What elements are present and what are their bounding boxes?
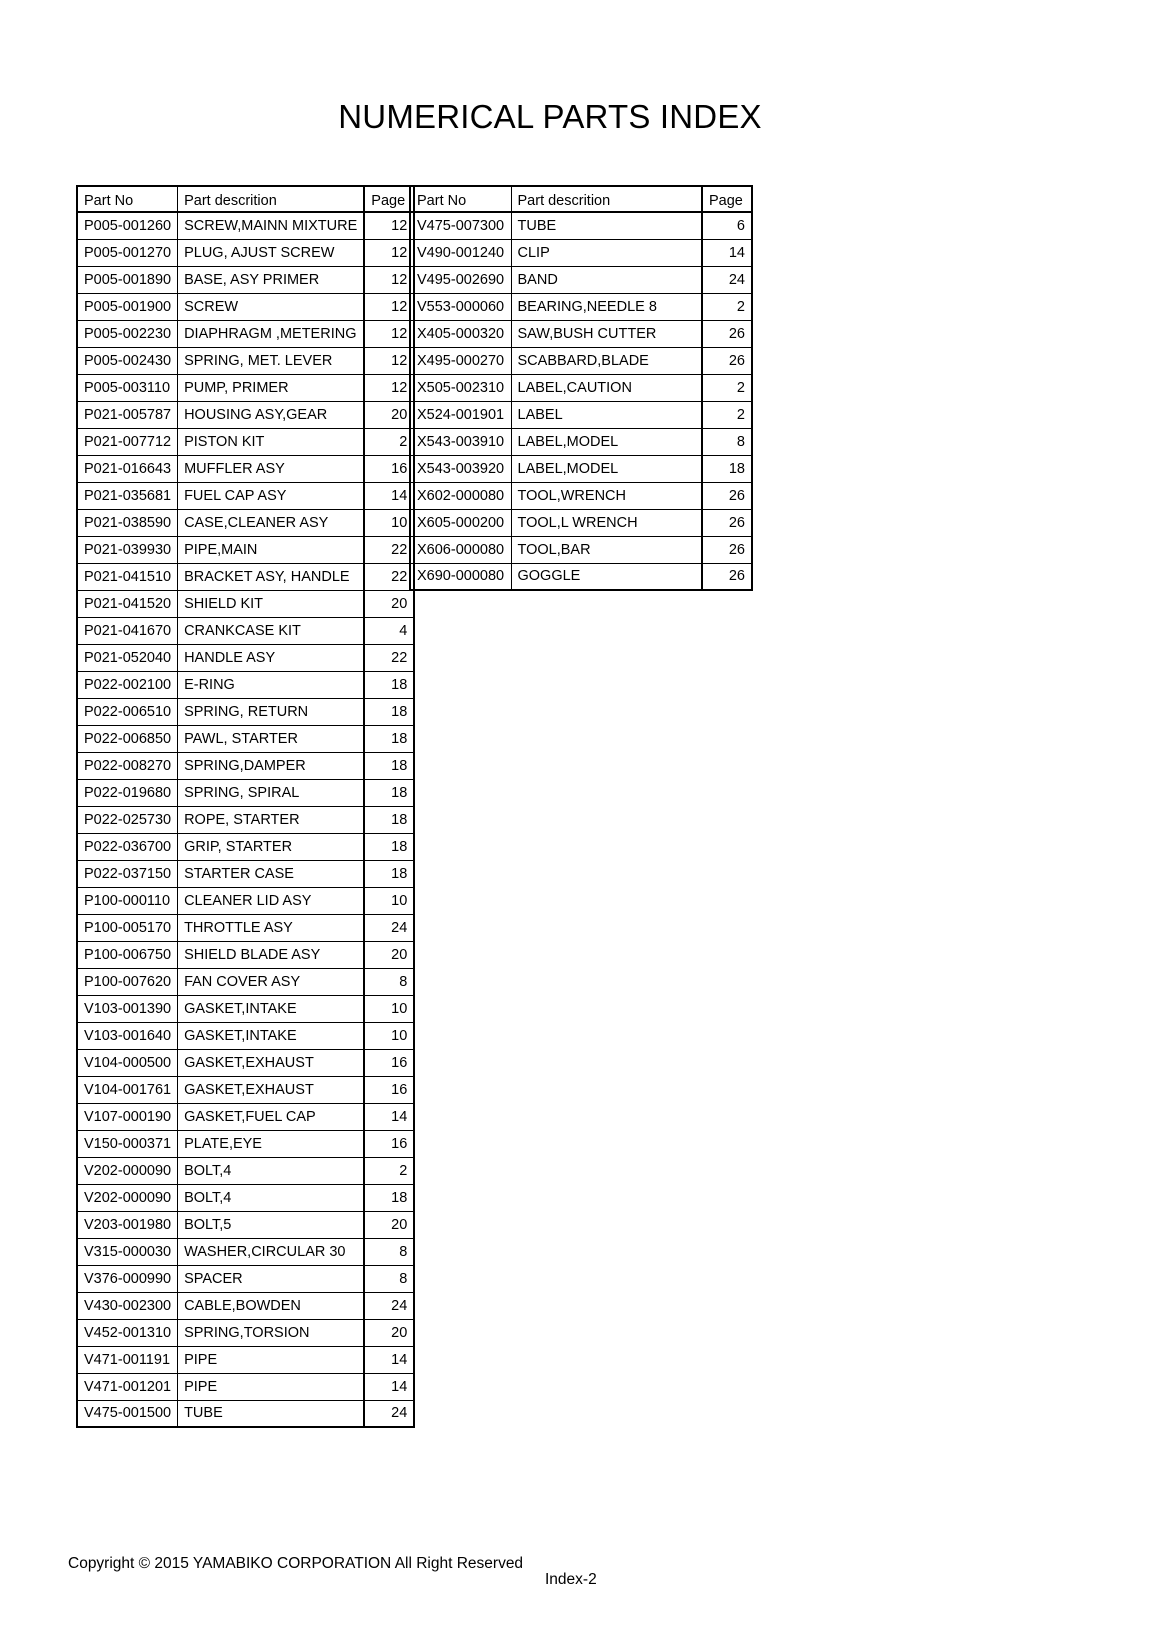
column-header-part-no: Part No xyxy=(410,186,511,212)
part-number-cell: P022-019680 xyxy=(77,779,178,806)
part-description-cell: LABEL,MODEL xyxy=(511,455,702,482)
part-description-cell: BEARING,NEEDLE 8 xyxy=(511,293,702,320)
table-row xyxy=(77,401,414,428)
page-number-cell: 12 xyxy=(364,239,414,266)
part-description-cell: BRACKET ASY, HANDLE xyxy=(178,563,365,590)
table-row xyxy=(410,563,752,590)
table-row xyxy=(77,1157,414,1184)
part-number-cell: P021-041520 xyxy=(77,590,178,617)
table-row xyxy=(77,347,414,374)
part-description-cell: FAN COVER ASY xyxy=(178,968,365,995)
part-number-cell: V104-001761 xyxy=(77,1076,178,1103)
table-row xyxy=(410,455,752,482)
part-description-cell: BOLT,5 xyxy=(178,1211,365,1238)
part-description-cell: SHIELD KIT xyxy=(178,590,365,617)
table-row xyxy=(77,590,414,617)
part-number-cell: V471-001201 xyxy=(77,1373,178,1400)
table-row xyxy=(77,1049,414,1076)
part-description-cell: LABEL,MODEL xyxy=(511,428,702,455)
page-number-cell: 20 xyxy=(364,590,414,617)
table-row xyxy=(77,698,414,725)
table-row xyxy=(77,860,414,887)
page-number-cell: 16 xyxy=(364,455,414,482)
page-number-cell: 18 xyxy=(702,455,752,482)
part-description-cell: GRIP, STARTER xyxy=(178,833,365,860)
part-number-cell: P005-003110 xyxy=(77,374,178,401)
table-row xyxy=(77,1184,414,1211)
page-number-cell: 20 xyxy=(364,1319,414,1346)
table-row xyxy=(77,1292,414,1319)
part-number-cell: P021-035681 xyxy=(77,482,178,509)
column-header-page: Page xyxy=(702,186,752,212)
parts-index-table-left xyxy=(76,185,415,1428)
table-row xyxy=(77,833,414,860)
part-number-cell: X405-000320 xyxy=(410,320,511,347)
part-description-cell: HOUSING ASY,GEAR xyxy=(178,401,365,428)
part-number-cell: P100-000110 xyxy=(77,887,178,914)
table-row xyxy=(77,293,414,320)
table-row xyxy=(410,509,752,536)
page-number-cell: 8 xyxy=(364,968,414,995)
part-description-cell: SCREW xyxy=(178,293,365,320)
table-row xyxy=(410,374,752,401)
part-number-cell: P022-006850 xyxy=(77,725,178,752)
part-description-cell: SPRING, SPIRAL xyxy=(178,779,365,806)
page-number-cell: 26 xyxy=(702,482,752,509)
column-header-page: Page xyxy=(364,186,414,212)
part-number-cell: V475-001500 xyxy=(77,1400,178,1427)
table-row xyxy=(410,347,752,374)
part-number-cell: P100-007620 xyxy=(77,968,178,995)
part-number-cell: X690-000080 xyxy=(410,563,511,590)
page-number-cell: 14 xyxy=(702,239,752,266)
part-number-cell: P021-016643 xyxy=(77,455,178,482)
page-number-cell: 18 xyxy=(364,752,414,779)
part-number-cell: V495-002690 xyxy=(410,266,511,293)
column-header-description: Part descrition xyxy=(178,186,365,212)
part-description-cell: E-RING xyxy=(178,671,365,698)
part-description-cell: PAWL, STARTER xyxy=(178,725,365,752)
part-number-cell: V376-000990 xyxy=(77,1265,178,1292)
part-description-cell: CRANKCASE KIT xyxy=(178,617,365,644)
part-description-cell: TOOL,L WRENCH xyxy=(511,509,702,536)
part-number-cell: P005-002430 xyxy=(77,347,178,374)
table-header-row xyxy=(410,186,752,212)
part-description-cell: WASHER,CIRCULAR 30 xyxy=(178,1238,365,1265)
page-title: NUMERICAL PARTS INDEX xyxy=(338,98,762,135)
page-number-cell: 14 xyxy=(364,1346,414,1373)
part-description-cell: PISTON KIT xyxy=(178,428,365,455)
page-number-cell: 12 xyxy=(364,347,414,374)
table-row xyxy=(77,941,414,968)
page-number-cell: 2 xyxy=(364,428,414,455)
page-number-cell: 20 xyxy=(364,401,414,428)
part-number-cell: V202-000090 xyxy=(77,1157,178,1184)
page-number-cell: 12 xyxy=(364,212,414,239)
table-row xyxy=(77,212,414,239)
part-description-cell: SPRING, RETURN xyxy=(178,698,365,725)
page-number-cell: 18 xyxy=(364,698,414,725)
part-description-cell: THROTTLE ASY xyxy=(178,914,365,941)
page-number-cell: 2 xyxy=(702,293,752,320)
page-number-cell: 12 xyxy=(364,266,414,293)
page-number-cell: 10 xyxy=(364,887,414,914)
part-number-cell: V430-002300 xyxy=(77,1292,178,1319)
table-row xyxy=(77,428,414,455)
table-row xyxy=(410,293,752,320)
part-description-cell: CASE,CLEANER ASY xyxy=(178,509,365,536)
table-row xyxy=(77,1400,414,1427)
part-number-cell: X524-001901 xyxy=(410,401,511,428)
part-number-cell: X543-003920 xyxy=(410,455,511,482)
parts-index-table-right xyxy=(409,185,753,591)
table-row xyxy=(77,536,414,563)
page-number-cell: 10 xyxy=(364,1022,414,1049)
part-number-cell: X605-000200 xyxy=(410,509,511,536)
part-description-cell: BASE, ASY PRIMER xyxy=(178,266,365,293)
table-row xyxy=(77,887,414,914)
part-description-cell: GASKET,INTAKE xyxy=(178,1022,365,1049)
table-row xyxy=(77,509,414,536)
page-number-cell: 26 xyxy=(702,320,752,347)
copyright-notice: Copyright © 2015 YAMABIKO CORPORATION All Right Reserved xyxy=(68,1555,524,1572)
table-row xyxy=(77,320,414,347)
table-row xyxy=(77,1265,414,1292)
part-description-cell: GASKET,FUEL CAP xyxy=(178,1103,365,1130)
page-number-cell: 18 xyxy=(364,860,414,887)
page-number-cell: 24 xyxy=(364,1292,414,1319)
page-number-cell: 16 xyxy=(364,1049,414,1076)
part-description-cell: PUMP, PRIMER xyxy=(178,374,365,401)
part-description-cell: PIPE,MAIN xyxy=(178,536,365,563)
part-description-cell: SHIELD BLADE ASY xyxy=(178,941,365,968)
table-row xyxy=(77,455,414,482)
table-row xyxy=(77,806,414,833)
part-description-cell: PLUG, AJUST SCREW xyxy=(178,239,365,266)
table-row xyxy=(410,320,752,347)
page-number-cell: 26 xyxy=(702,536,752,563)
part-number-cell: P022-025730 xyxy=(77,806,178,833)
part-number-cell: X495-000270 xyxy=(410,347,511,374)
part-description-cell: BOLT,4 xyxy=(178,1157,365,1184)
part-number-cell: V104-000500 xyxy=(77,1049,178,1076)
table-row xyxy=(77,671,414,698)
part-description-cell: CABLE,BOWDEN xyxy=(178,1292,365,1319)
part-number-cell: V202-000090 xyxy=(77,1184,178,1211)
part-number-cell: X543-003910 xyxy=(410,428,511,455)
part-number-cell: P022-008270 xyxy=(77,752,178,779)
part-number-cell: X602-000080 xyxy=(410,482,511,509)
part-description-cell: BAND xyxy=(511,266,702,293)
part-number-cell: P100-005170 xyxy=(77,914,178,941)
part-description-cell: HANDLE ASY xyxy=(178,644,365,671)
page-number-cell: 26 xyxy=(702,509,752,536)
page-number: Index-2 xyxy=(545,1571,597,1588)
part-description-cell: GASKET,INTAKE xyxy=(178,995,365,1022)
part-description-cell: TOOL,BAR xyxy=(511,536,702,563)
part-number-cell: X505-002310 xyxy=(410,374,511,401)
table-row xyxy=(77,1319,414,1346)
page-number-cell: 24 xyxy=(364,914,414,941)
page-number-cell: 18 xyxy=(364,779,414,806)
part-description-cell: BOLT,4 xyxy=(178,1184,365,1211)
table-row xyxy=(77,239,414,266)
page-number-cell: 14 xyxy=(364,1373,414,1400)
part-description-cell: SCABBARD,BLADE xyxy=(511,347,702,374)
table-row xyxy=(77,1103,414,1130)
page-number-cell: 22 xyxy=(364,563,414,590)
table-row xyxy=(77,1022,414,1049)
page-number-cell: 22 xyxy=(364,536,414,563)
part-description-cell: TUBE xyxy=(511,212,702,239)
table-row xyxy=(77,914,414,941)
part-number-cell: P021-039930 xyxy=(77,536,178,563)
part-number-cell: V107-000190 xyxy=(77,1103,178,1130)
table-row xyxy=(77,1346,414,1373)
page-number-cell: 2 xyxy=(702,401,752,428)
part-description-cell: PIPE xyxy=(178,1346,365,1373)
part-number-cell: P022-002100 xyxy=(77,671,178,698)
table-row xyxy=(77,1211,414,1238)
part-number-cell: P021-041670 xyxy=(77,617,178,644)
column-header-description: Part descrition xyxy=(511,186,702,212)
part-description-cell: GOGGLE xyxy=(511,563,702,590)
table-row xyxy=(77,1076,414,1103)
part-description-cell: GASKET,EXHAUST xyxy=(178,1076,365,1103)
column-header-part-no: Part No xyxy=(77,186,178,212)
part-description-cell: MUFFLER ASY xyxy=(178,455,365,482)
part-number-cell: P005-001900 xyxy=(77,293,178,320)
part-number-cell: V315-000030 xyxy=(77,1238,178,1265)
table-header-row xyxy=(77,186,414,212)
table-row xyxy=(77,482,414,509)
part-number-cell: V203-001980 xyxy=(77,1211,178,1238)
table-row xyxy=(77,617,414,644)
page-number-cell: 20 xyxy=(364,941,414,968)
table-row xyxy=(77,374,414,401)
part-number-cell: P005-001260 xyxy=(77,212,178,239)
table-row xyxy=(77,968,414,995)
table-row xyxy=(77,644,414,671)
part-number-cell: P021-005787 xyxy=(77,401,178,428)
page-number-cell: 12 xyxy=(364,320,414,347)
part-description-cell: SPRING, MET. LEVER xyxy=(178,347,365,374)
page-number-cell: 22 xyxy=(364,644,414,671)
part-number-cell: P021-041510 xyxy=(77,563,178,590)
page-number-cell: 16 xyxy=(364,1076,414,1103)
part-number-cell: V150-000371 xyxy=(77,1130,178,1157)
part-description-cell: GASKET,EXHAUST xyxy=(178,1049,365,1076)
part-number-cell: P022-037150 xyxy=(77,860,178,887)
part-description-cell: SPRING,DAMPER xyxy=(178,752,365,779)
table-row xyxy=(77,995,414,1022)
part-description-cell: ROPE, STARTER xyxy=(178,806,365,833)
part-number-cell: V475-007300 xyxy=(410,212,511,239)
page-number-cell: 26 xyxy=(702,563,752,590)
page-number-cell: 14 xyxy=(364,1103,414,1130)
part-description-cell: FUEL CAP ASY xyxy=(178,482,365,509)
part-number-cell: P005-002230 xyxy=(77,320,178,347)
table-row xyxy=(77,1130,414,1157)
page-number-cell: 10 xyxy=(364,509,414,536)
part-description-cell: STARTER CASE xyxy=(178,860,365,887)
part-number-cell: V471-001191 xyxy=(77,1346,178,1373)
page-number-cell: 18 xyxy=(364,806,414,833)
table-row xyxy=(77,725,414,752)
page-number-cell: 24 xyxy=(702,266,752,293)
part-number-cell: P005-001270 xyxy=(77,239,178,266)
part-description-cell: CLEANER LID ASY xyxy=(178,887,365,914)
part-description-cell: TOOL,WRENCH xyxy=(511,482,702,509)
table-row xyxy=(410,401,752,428)
table-row xyxy=(410,428,752,455)
page-number-cell: 16 xyxy=(364,1130,414,1157)
page-number-cell: 18 xyxy=(364,1184,414,1211)
table-row xyxy=(410,212,752,239)
table-row xyxy=(410,266,752,293)
table-row xyxy=(77,1238,414,1265)
part-number-cell: P005-001890 xyxy=(77,266,178,293)
page-number-cell: 6 xyxy=(702,212,752,239)
page-number-cell: 24 xyxy=(364,1400,414,1427)
part-description-cell: LABEL,CAUTION xyxy=(511,374,702,401)
page-number-cell: 8 xyxy=(364,1265,414,1292)
part-number-cell: V452-001310 xyxy=(77,1319,178,1346)
part-description-cell: CLIP xyxy=(511,239,702,266)
table-row xyxy=(77,1373,414,1400)
part-description-cell: PLATE,EYE xyxy=(178,1130,365,1157)
part-description-cell: LABEL xyxy=(511,401,702,428)
part-description-cell: SPACER xyxy=(178,1265,365,1292)
page-number-cell: 18 xyxy=(364,833,414,860)
part-number-cell: V490-001240 xyxy=(410,239,511,266)
part-number-cell: P021-007712 xyxy=(77,428,178,455)
part-number-cell: V103-001640 xyxy=(77,1022,178,1049)
page-number-cell: 14 xyxy=(364,482,414,509)
part-description-cell: DIAPHRAGM ,METERING xyxy=(178,320,365,347)
part-number-cell: P021-052040 xyxy=(77,644,178,671)
page-number-cell: 12 xyxy=(364,374,414,401)
page-number-cell: 8 xyxy=(702,428,752,455)
part-number-cell: V553-000060 xyxy=(410,293,511,320)
page-number-cell: 2 xyxy=(702,374,752,401)
table-row xyxy=(410,482,752,509)
part-description-cell: TUBE xyxy=(178,1400,365,1427)
page-number-cell: 18 xyxy=(364,725,414,752)
page-number-cell: 12 xyxy=(364,293,414,320)
page-number-cell: 4 xyxy=(364,617,414,644)
page-number-cell: 20 xyxy=(364,1211,414,1238)
part-number-cell: P022-036700 xyxy=(77,833,178,860)
part-description-cell: PIPE xyxy=(178,1373,365,1400)
part-description-cell: SAW,BUSH CUTTER xyxy=(511,320,702,347)
page-number-cell: 18 xyxy=(364,671,414,698)
table-row xyxy=(77,563,414,590)
page-number-cell: 10 xyxy=(364,995,414,1022)
part-description-cell: SPRING,TORSION xyxy=(178,1319,365,1346)
part-number-cell: P022-006510 xyxy=(77,698,178,725)
part-number-cell: X606-000080 xyxy=(410,536,511,563)
table-row xyxy=(410,536,752,563)
page-number-cell: 2 xyxy=(364,1157,414,1184)
table-row xyxy=(410,239,752,266)
page-number-cell: 26 xyxy=(702,347,752,374)
part-description-cell: SCREW,MAINN MIXTURE xyxy=(178,212,365,239)
table-row xyxy=(77,752,414,779)
table-row xyxy=(77,779,414,806)
part-number-cell: P021-038590 xyxy=(77,509,178,536)
table-row xyxy=(77,266,414,293)
part-number-cell: P100-006750 xyxy=(77,941,178,968)
part-number-cell: V103-001390 xyxy=(77,995,178,1022)
page-number-cell: 8 xyxy=(364,1238,414,1265)
